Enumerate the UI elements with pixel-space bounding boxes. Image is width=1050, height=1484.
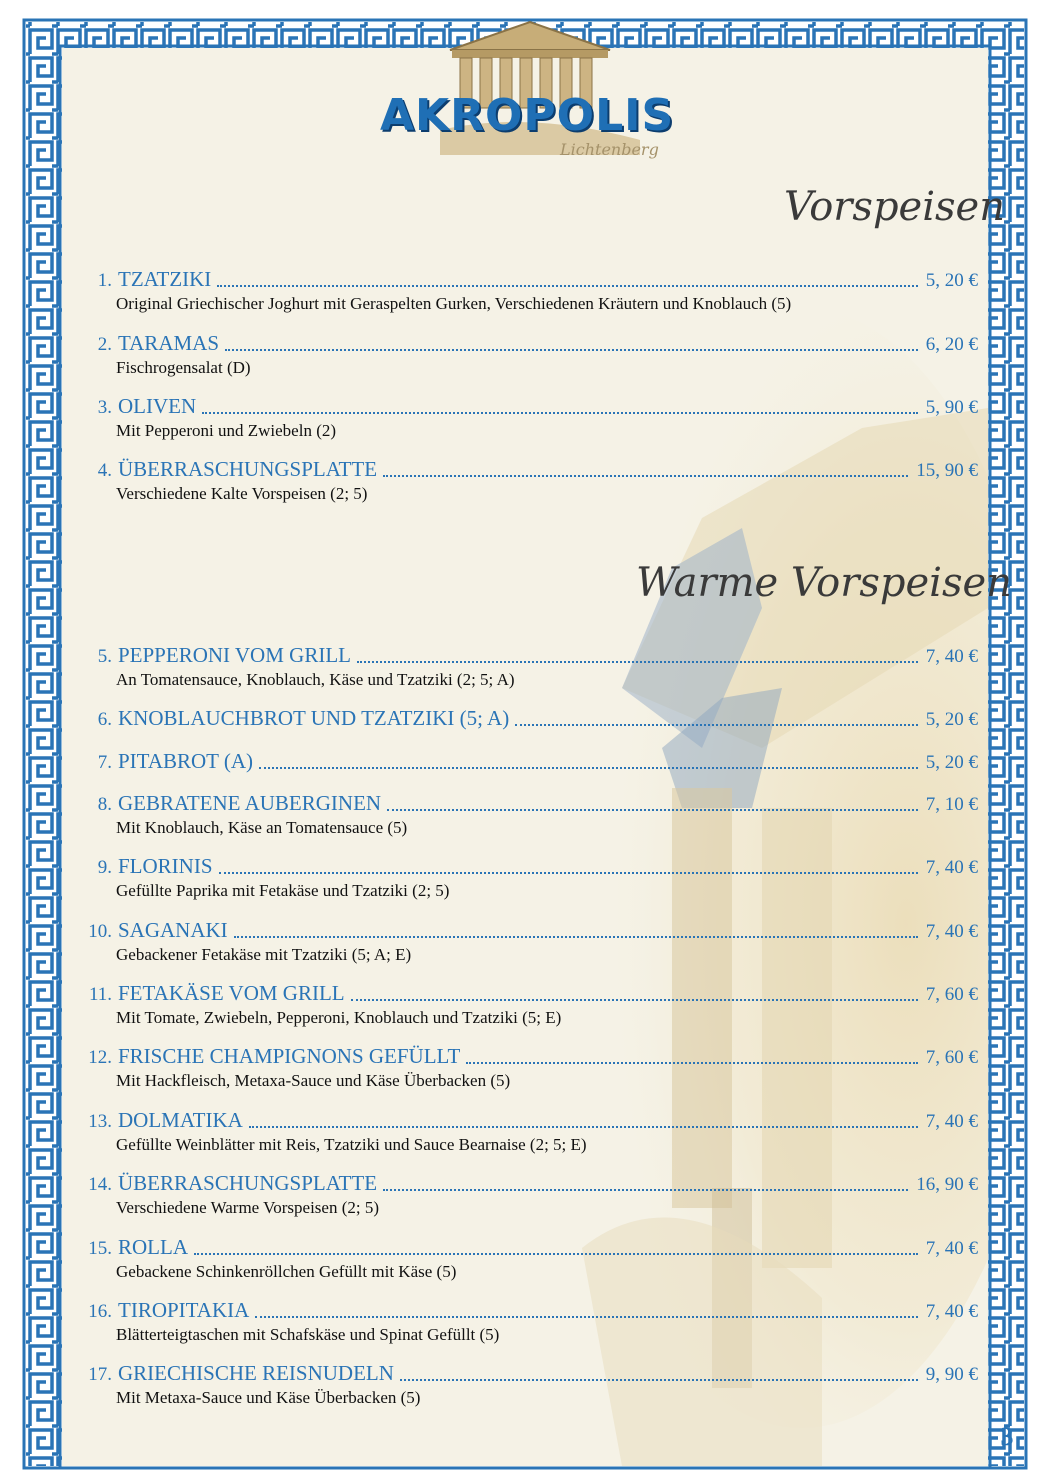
item-price: 7, 60 € xyxy=(925,984,978,1005)
item-number: 14. xyxy=(88,1174,112,1195)
item-description: Gefüllte Weinblätter mit Reis, Tzatziki und Sauce Bearnaise (2; 5; E) xyxy=(116,1135,587,1154)
item-number: 4. xyxy=(97,460,112,481)
item-description: Blätterteigtaschen mit Schafskäse und Spinat Gefüllt (5) xyxy=(116,1325,500,1344)
item-description: Gebackener Fetakäse mit Tzatziki (5; A; E) xyxy=(116,945,412,964)
item-name: GRIECHISCHE REISNUDELN xyxy=(118,1361,394,1385)
menu-item xyxy=(78,266,980,314)
item-price: 7, 60 € xyxy=(925,1047,978,1068)
menu-item xyxy=(78,853,980,901)
dot-leader xyxy=(234,936,918,938)
menu-item xyxy=(78,748,980,774)
item-price: 7, 40 € xyxy=(925,857,978,878)
dot-leader xyxy=(466,1062,917,1064)
menu-item xyxy=(78,1107,980,1155)
dot-leader xyxy=(255,1316,917,1318)
dot-leader xyxy=(194,1253,918,1255)
menu-item xyxy=(78,705,980,731)
item-number: 11. xyxy=(88,984,112,1005)
item-number: 2. xyxy=(97,334,112,355)
dot-leader xyxy=(383,475,908,477)
dot-leader xyxy=(351,999,918,1001)
item-description: Mit Knoblauch, Käse an Tomatensauce (5) xyxy=(116,818,408,837)
dot-leader xyxy=(219,872,918,874)
item-price: 5, 20 € xyxy=(925,709,978,730)
item-description: Verschiedene Warme Vorspeisen (2; 5) xyxy=(116,1198,380,1217)
item-price: 5, 20 € xyxy=(925,752,978,773)
item-name: ÜBERRASCHUNGSPLATTE xyxy=(118,1171,378,1195)
item-number: 12. xyxy=(88,1047,112,1068)
item-name: ROLLA xyxy=(118,1235,188,1259)
item-name: ÜBERRASCHUNGSPLATTE xyxy=(118,457,378,481)
menu-item xyxy=(78,980,980,1028)
item-name: FRISCHE CHAMPIGNONS GEFÜLLT xyxy=(118,1044,461,1068)
item-description: Mit Metaxa-Sauce und Käse Überbacken (5) xyxy=(116,1388,421,1407)
item-price: 5, 90 € xyxy=(925,397,978,418)
brand-subtitle: Lichtenberg xyxy=(560,140,659,159)
item-number: 3. xyxy=(97,397,112,418)
menu-item xyxy=(78,917,980,965)
menu-item xyxy=(78,642,980,690)
item-description: Verschiedene Kalte Vorspeisen (2; 5) xyxy=(116,484,368,503)
dot-leader xyxy=(225,349,918,351)
item-name: OLIVEN xyxy=(118,394,197,418)
item-number: 16. xyxy=(88,1301,112,1322)
dot-leader xyxy=(259,767,918,769)
item-number: 10. xyxy=(88,921,112,942)
dot-leader xyxy=(383,1189,908,1191)
item-number: 8. xyxy=(97,794,112,815)
item-number: 7. xyxy=(97,752,112,773)
item-price: 15, 90 € xyxy=(916,460,978,481)
menu-item xyxy=(78,456,980,504)
menu-item xyxy=(78,1297,980,1345)
menu-item xyxy=(78,393,980,441)
item-description: Mit Tomate, Zwiebeln, Pepperoni, Knoblauch und Tzatziki (5; E) xyxy=(116,1008,562,1027)
item-number: 9. xyxy=(97,857,112,878)
item-price: 9, 90 € xyxy=(925,1364,978,1385)
item-number: 15. xyxy=(88,1238,112,1259)
item-number: 6. xyxy=(97,709,112,730)
item-description: Fischrogensalat (D) xyxy=(116,358,251,377)
item-description: Gebackene Schinkenröllchen Gefüllt mit Käse (5) xyxy=(116,1262,457,1281)
item-name: SAGANAKI xyxy=(118,918,228,942)
item-number: 5. xyxy=(97,646,112,667)
item-number: 17. xyxy=(88,1364,112,1385)
item-number: 13. xyxy=(88,1111,112,1132)
item-name: TZATZIKI xyxy=(118,267,212,291)
dot-leader xyxy=(202,412,918,414)
page-number: 3 xyxy=(1000,1422,1014,1451)
item-price: 16, 90 € xyxy=(916,1174,978,1195)
item-price: 7, 40 € xyxy=(925,1111,978,1132)
item-name: FETAKÄSE VOM GRILL xyxy=(118,981,345,1005)
item-description: Mit Pepperoni und Zwiebeln (2) xyxy=(116,421,337,440)
item-description: An Tomatensauce, Knoblauch, Käse und Tzatziki (2; 5; A) xyxy=(116,670,515,689)
item-price: 6, 20 € xyxy=(925,334,978,355)
dot-leader xyxy=(357,661,918,663)
section-title-warme-vorspeisen: Warme Vorspeisen xyxy=(636,560,1012,606)
item-name: TIROPITAKIA xyxy=(118,1298,250,1322)
item-price: 7, 40 € xyxy=(925,646,978,667)
brand-name: AKROPOLIS xyxy=(380,90,675,141)
section-title-vorspeisen: Vorspeisen xyxy=(784,184,1005,230)
item-number: 1. xyxy=(97,270,112,291)
menu-item xyxy=(78,1234,980,1282)
item-description: Original Griechischer Joghurt mit Geraspelten Gurken, Verschiedenen Kräutern und Knoblauch (5) xyxy=(116,294,792,313)
dot-leader xyxy=(249,1126,918,1128)
item-name: FLORINIS xyxy=(118,854,213,878)
menu-item xyxy=(78,330,980,378)
item-name: KNOBLAUCHBROT UND TZATZIKI (5; A) xyxy=(118,706,510,730)
item-name: GEBRATENE AUBERGINEN xyxy=(118,791,382,815)
menu-item xyxy=(78,1043,980,1091)
item-price: 7, 10 € xyxy=(925,794,978,815)
item-description: Gefüllte Paprika mit Fetakäse und Tzatziki (2; 5) xyxy=(116,881,450,900)
item-name: DOLMATIKA xyxy=(118,1108,243,1132)
menu-item xyxy=(78,1360,980,1408)
item-name: PITABROT (A) xyxy=(118,749,254,773)
dot-leader xyxy=(217,285,917,287)
menu-item xyxy=(78,1170,980,1218)
item-description: Mit Hackfleisch, Metaxa-Sauce und Käse Überbacken (5) xyxy=(116,1071,511,1090)
item-name: TARAMAS xyxy=(118,331,220,355)
item-price: 7, 40 € xyxy=(925,921,978,942)
menu-item xyxy=(78,790,980,838)
dot-leader xyxy=(515,724,918,726)
item-price: 7, 40 € xyxy=(925,1238,978,1259)
item-name: PEPPERONI VOM GRILL xyxy=(118,643,351,667)
item-price: 7, 40 € xyxy=(925,1301,978,1322)
item-price: 5, 20 € xyxy=(925,270,978,291)
dot-leader xyxy=(400,1379,918,1381)
dot-leader xyxy=(387,809,918,811)
